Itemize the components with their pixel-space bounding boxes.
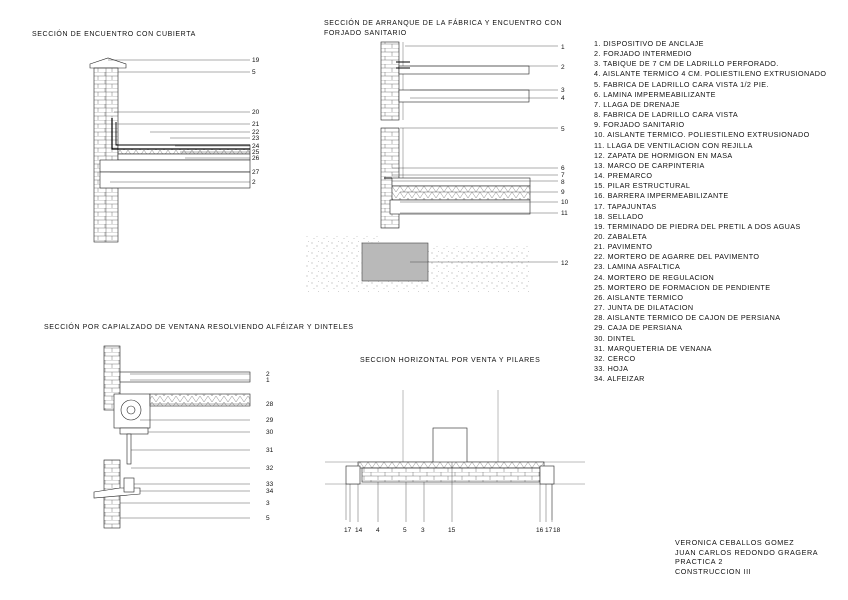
callout-5: 5 (403, 527, 407, 534)
legend-item: 12. ZAPATA DE HORMIGON EN MASA (594, 150, 733, 160)
legend-item: 28. AISLANTE TERMICO DE CAJON DE PERSIANA (594, 313, 781, 323)
callout-30: 30 (266, 429, 274, 436)
callout-20: 20 (252, 109, 260, 116)
legend-item: 27. JUNTA DE DILATACION (594, 303, 694, 313)
legend-item: 32. CERCO (594, 353, 636, 363)
callout-26: 26 (252, 155, 260, 162)
authors-block (675, 538, 818, 576)
legend-item: 15. PILAR ESTRUCTURAL (594, 181, 691, 191)
callout-2: 2 (561, 64, 565, 71)
callout-18: 18 (553, 527, 561, 534)
callout-5: 5 (561, 126, 565, 133)
practice-label: PRACTICA 2 (675, 557, 723, 566)
legend-item: 34. ALFEIZAR (594, 374, 645, 384)
drawing-horizontal (325, 390, 585, 522)
legend-item: 6. LAMINA IMPERMEABILIZANTE (594, 89, 716, 99)
callout-27: 27 (252, 169, 260, 176)
author-name: JUAN CARLOS REDONDO GRAGERA (675, 547, 819, 557)
callout-12: 12 (561, 260, 569, 267)
legend (594, 39, 826, 384)
title-cubierta: SECCIÓN DE ENCUENTRO CON CUBIERTA (32, 31, 196, 38)
legend-item: 4. AISLANTE TERMICO 4 CM. POLIESTILENO EXTRUSIONADO (594, 69, 827, 79)
callout-4: 4 (561, 95, 565, 102)
drawing-arranque (305, 42, 558, 292)
legend-item: 2. FORJADO INTERMEDIO (594, 49, 692, 59)
callouts-arranque (561, 44, 569, 267)
legend-item: 17. TAPAJUNTAS (594, 201, 657, 211)
legend-item: 7. LLAGA DE DRENAJE (594, 99, 680, 109)
title-horizontal: SECCION HORIZONTAL POR VENTA Y PILARES (360, 357, 541, 364)
title-arranque-line2: FORJADO SANITARIO (324, 30, 407, 37)
legend-item: 21. PAVIMENTO (594, 242, 653, 252)
drawing-cubierta (90, 58, 250, 242)
callout-6: 6 (561, 165, 565, 172)
callout-17: 17 (545, 527, 553, 534)
legend-item: 23. LAMINA ASFALTICA (594, 262, 681, 272)
legend-item: 5. FABRICA DE LADRILLO CARA VISTA 1/2 PIE. (594, 79, 769, 89)
legend-item: 9. FORJADO SANITARIO (594, 120, 685, 130)
course-label: CONSTRUCCION III (675, 566, 752, 576)
callouts-horizontal (344, 527, 561, 534)
callout-3: 3 (561, 87, 565, 94)
callout-31: 31 (266, 447, 274, 454)
legend-item: 16. BARRERA IMPERMEABILIZANTE (594, 191, 729, 201)
callout-33: 33 (266, 481, 274, 488)
legend-item: 3. TABIQUE DE 7 CM DE LADRILLO PERFORADO. (594, 59, 779, 69)
callout-14: 14 (355, 527, 363, 534)
drawing-capialzado (94, 346, 250, 528)
callout-23: 23 (252, 135, 260, 142)
legend-item: 14. PREMARCO (594, 171, 653, 181)
callout-4: 4 (376, 527, 380, 534)
callout-34: 34 (266, 488, 274, 495)
callout-19: 19 (252, 57, 260, 64)
legend-item: 33. HOJA (594, 364, 629, 373)
legend-item: 26. AISLANTE TERMICO (594, 292, 684, 302)
author-name: VERONICA CEBALLOS GOMEZ (675, 538, 795, 547)
callout-5: 5 (266, 515, 270, 522)
legend-item: 10. AISLANTE TERMICO. POLIESTILENO EXTRUSIONADO (594, 130, 810, 140)
callout-28: 28 (266, 401, 274, 408)
legend-item: 31. MARQUETERIA DE VENANA (594, 343, 712, 353)
legend-item: 20. ZABALETA (594, 231, 648, 241)
callout-10: 10 (561, 199, 569, 206)
legend-item: 24. MORTERO DE REGULACION (594, 272, 715, 282)
callout-8: 8 (561, 179, 565, 186)
legend-item: 29. CAJA DE PERSIANA (594, 323, 683, 333)
callout-9: 9 (561, 189, 565, 196)
callout-11: 11 (561, 210, 568, 217)
legend-item: 30. DINTEL (594, 333, 636, 343)
callout-3: 3 (421, 527, 425, 534)
callout-29: 29 (266, 417, 274, 424)
legend-item: 11. LLAGA DE VENTILACION CON REJILLA (594, 140, 753, 150)
callout-5: 5 (252, 69, 256, 76)
callout-2: 2 (266, 371, 270, 378)
legend-item: 22. MORTERO DE AGARRE DEL PAVIMENTO (594, 252, 760, 262)
title-arranque-line1: SECCIÓN DE ARRANQUE DE LA FÁBRICA Y ENCUENTRO CON (324, 20, 563, 27)
callout-3: 3 (266, 500, 270, 507)
callout-17: 17 (344, 527, 352, 534)
callout-15: 15 (448, 527, 456, 534)
callout-2: 2 (252, 179, 256, 186)
legend-item: 19. TERMINADO DE PIEDRA DEL PRETIL A DOS AGUAS (594, 221, 801, 231)
callout-25: 25 (252, 149, 260, 156)
title-capialzado: SECCIÓN POR CAPIALZADO DE VENTANA RESOLVIENDO ALFÉIZAR Y DINTELES (44, 324, 354, 331)
callout-1: 1 (561, 44, 565, 51)
callout-1: 1 (266, 377, 270, 384)
callout-7: 7 (561, 172, 565, 179)
legend-item: 18. SELLADO (594, 211, 644, 221)
legend-item: 13. MARCO DE CARPINTERIA (594, 160, 705, 170)
callouts-cubierta (252, 57, 260, 186)
callout-22: 22 (252, 129, 260, 136)
legend-item: 25. MORTERO DE FORMACION DE PENDIENTE (594, 282, 771, 292)
callouts-capialzado (266, 371, 274, 522)
callout-21: 21 (252, 121, 260, 128)
callout-16: 16 (536, 527, 544, 534)
callout-32: 32 (266, 465, 274, 472)
callout-24: 24 (252, 143, 260, 150)
legend-item: 1. DISPOSITIVO DE ANCLAJE (594, 39, 704, 48)
legend-item: 8. FABRICA DE LADRILLO CARA VISTA (594, 110, 739, 120)
